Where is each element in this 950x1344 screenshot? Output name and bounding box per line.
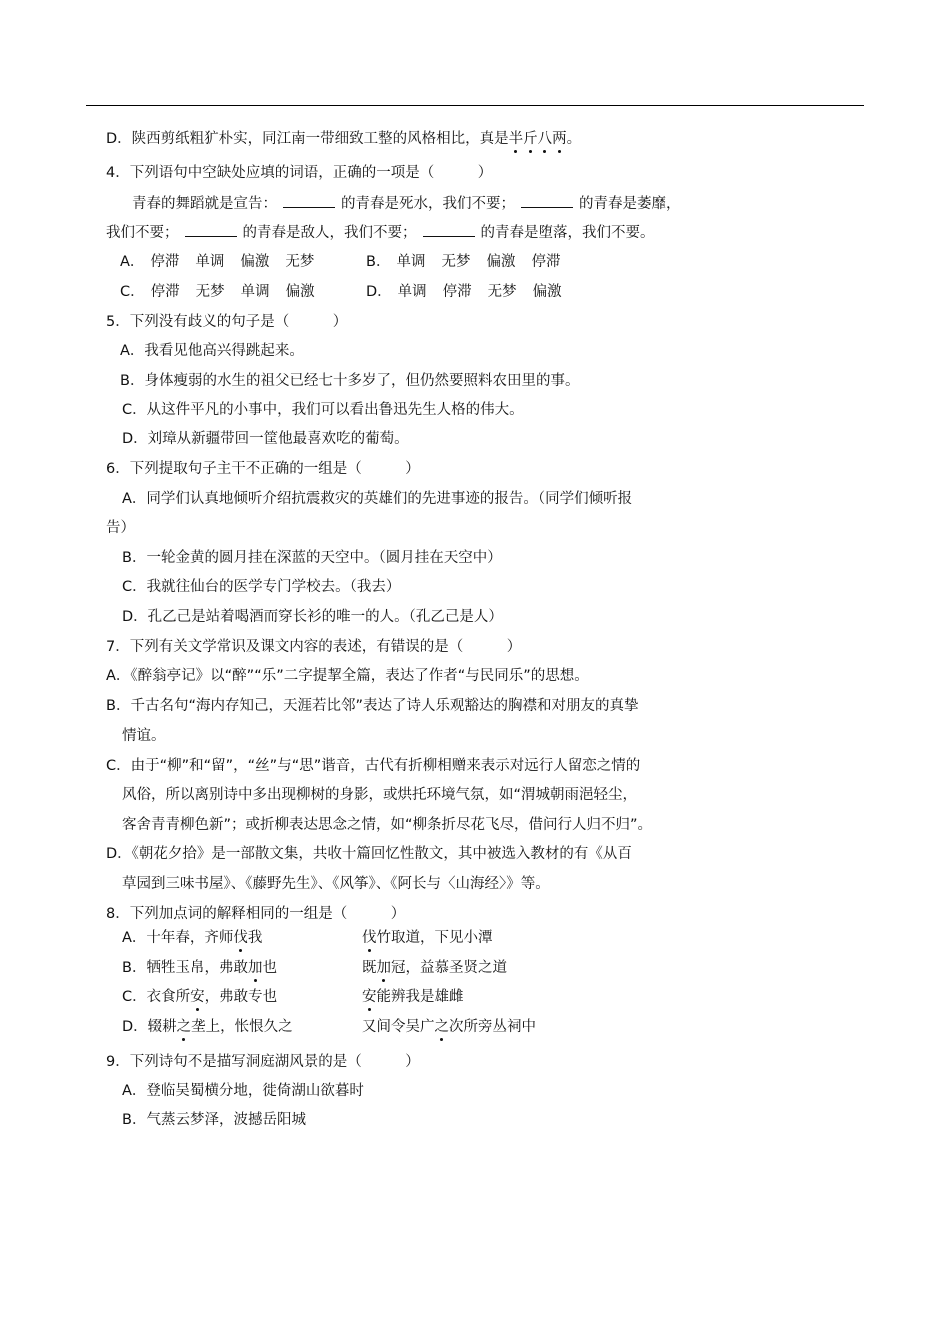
dotted-char: 加 (376, 960, 391, 976)
q7-option-c-line2: 风俗，所以离别诗中多出现柳树的身影，或烘托环境气氛，如“渭城朝雨浥轻尘， (122, 787, 638, 803)
q7-option-d-line1: D．《朝花夕拾》是一部散文集，共收十篇回忆性散文，其中被选入教材的有《从百 (106, 846, 632, 862)
dotted-char: 安 (190, 989, 205, 1005)
option-word: 偏激 (240, 254, 270, 270)
q7-stem: 7．下列有关文学常识及课文内容的表述，有错误的是（ ） (106, 639, 522, 655)
option-word: 无梦 (487, 284, 517, 300)
option-label: B． (366, 254, 391, 270)
dotted-char: 斤 (523, 131, 538, 147)
option-word: 无梦 (285, 254, 315, 270)
q8-text: 我 (247, 930, 263, 946)
blank-line (423, 222, 475, 237)
option-word: 停滞 (442, 284, 472, 300)
q4-text: 的青春是萎靡， (579, 196, 681, 212)
q4-text: 我们不要； (106, 225, 179, 241)
q4-passage-line1 (132, 193, 681, 214)
q4-passage-line2 (106, 222, 655, 243)
option-word: 单调 (195, 254, 225, 270)
blank-line (521, 193, 573, 208)
q8-text: 又间令吴广 (362, 1019, 435, 1035)
q8-text: D．辍耕 (122, 1019, 177, 1035)
option-word: 停滞 (531, 254, 561, 270)
q8-option-c-left (122, 987, 277, 1007)
dotted-char: 八 (537, 131, 553, 147)
option-word: 无梦 (441, 254, 471, 270)
dotted-char: 加 (247, 960, 263, 976)
q7-option-c-line3: 客舍青青柳色新”；或折柳表达思念之情，如“柳条折尽花飞尽，借问行人归不归”。 (122, 817, 653, 833)
q6-option-d: D．孔乙己是站着喝酒而穿长衫的唯一的人。（孔乙己是人） (122, 609, 503, 625)
option-word: 停滞 (150, 254, 180, 270)
q4-option-b (366, 252, 576, 272)
option-word: 单调 (397, 284, 427, 300)
q6-option-c: C．我就往仙台的医学专门学校去。（我去） (122, 579, 401, 595)
option-label: C． (120, 284, 145, 300)
q8-text: 也 (262, 960, 277, 976)
q8-option-a-right (362, 928, 493, 948)
dotted-char: 两 (552, 131, 567, 147)
option-word: 单调 (396, 254, 426, 270)
q8-text: 既 (362, 960, 377, 976)
q5-option-d: D．刘璋从新疆带回一筐他最喜欢吃的葡萄。 (122, 431, 409, 447)
q7-option-b-line2: 情谊。 (122, 728, 166, 744)
q8-option-d-right (362, 1017, 536, 1037)
q8-option-b-left (122, 958, 277, 978)
q7-option-b-line1: B．千古名句“海内存知己，天涯若比邻”表达了诗人乐观豁达的胸襟和对朋友的真挚 (106, 698, 639, 714)
option-word: 偏激 (285, 284, 315, 300)
dotted-char: 之 (434, 1019, 449, 1035)
q8-text: C．衣食所 (122, 989, 191, 1005)
option-label: A． (120, 254, 145, 270)
q8-text: 垄上，怅恨久之 (191, 1019, 293, 1035)
blank-line (283, 193, 335, 208)
q8-text: 竹取道，下见小潭 (376, 930, 493, 946)
q4-text: 的青春是死水，我们不要； (341, 196, 515, 212)
q8-text: B．牺牲玉帛，弗敢 (122, 960, 248, 976)
q4-option-d (366, 282, 578, 302)
dotted-char: 安 (362, 989, 377, 1005)
q6-option-b: B．一轮金黄的圆月挂在深蓝的天空中。（圆月挂在天空中） (122, 550, 502, 566)
q4-option-c (120, 282, 331, 302)
q5-option-b: B．身体瘦弱的水生的祖父已经七十多岁了，但仍然要照料农田里的事。 (120, 373, 580, 389)
q8-text: 冠，益慕圣贤之道 (391, 960, 507, 976)
option-label: D． (366, 284, 392, 300)
q4-option-a (120, 252, 330, 272)
q8-text: 能辨我是雄雌 (376, 989, 464, 1005)
q8-option-a-left (122, 928, 262, 948)
q8-text: ，弗敢专也 (204, 989, 278, 1005)
q4-text: 的青春是敌人，我们不要； (242, 225, 417, 241)
q8-stem: 8．下列加点词的解释相同的一组是（ ） (106, 906, 406, 922)
option-word: 偏激 (532, 284, 562, 300)
header-rule (86, 105, 864, 106)
q8-option-c-right (362, 987, 464, 1007)
q3-d-text: D．陕西剪纸粗犷朴实，同江南一带细致工整的风格相比，真是 (106, 131, 509, 147)
q6-option-a-line1: A．同学们认真地倾听介绍抗震救灾的英雄们的先进事迹的报告。（同学们倾听报 (122, 491, 633, 507)
dotted-char: 伐 (362, 930, 377, 946)
option-word: 单调 (240, 284, 270, 300)
q6-option-a-line2: 告） (106, 520, 135, 536)
q5-stem: 5．下列没有歧义的句子是（ ） (106, 314, 348, 330)
q7-option-d-line2: 草园到三味书屋》、《藤野先生》、《风筝》、《阿长与〈山海经〉》等。 (122, 876, 550, 892)
q9-stem: 9．下列诗句不是描写洞庭湖风景的是（ ） (106, 1054, 420, 1070)
dotted-char: 伐 (233, 930, 248, 946)
option-word: 无梦 (195, 284, 225, 300)
q9-option-b: B．气蒸云梦泽，波撼岳阳城 (122, 1112, 306, 1128)
blank-line (185, 222, 237, 237)
option-word: 停滞 (150, 284, 180, 300)
q8-text: 次所旁丛祠中 (449, 1019, 536, 1035)
dotted-char: 之 (176, 1019, 192, 1035)
q8-text: A．十年春，齐师 (122, 930, 234, 946)
q8-option-b-right (362, 958, 507, 978)
q7-option-c-line1: C．由于“柳”和“留”，“丝”与“思”谐音，古代有折柳相赠来表示对远行人留恋之情的 (106, 758, 641, 774)
option-word: 偏激 (486, 254, 516, 270)
q4-text: 青春的舞蹈就是宣告： (132, 196, 277, 212)
q5-option-c: C．从这件平凡的小事中，我们可以看出鲁迅先生人格的伟大。 (122, 402, 524, 418)
q3-d-suffix: 。 (566, 131, 582, 147)
q8-option-d-left (122, 1017, 293, 1037)
q9-option-a: A．登临吴蜀横分地，徙倚湖山欲暮时 (122, 1083, 364, 1099)
q3-option-d (106, 129, 581, 149)
q6-stem: 6．下列提取句子主干不正确的一组是（ ） (106, 461, 420, 477)
q4-stem: 4．下列语句中空缺处应填的词语，正确的一项是（ ） (106, 165, 493, 181)
dotted-char: 半 (508, 131, 524, 147)
q5-option-a: A．我看见他高兴得跳起来。 (120, 343, 304, 359)
q7-option-a: A．《醉翁亭记》以“醉”“乐”二字提挈全篇，表达了作者“与民同乐”的思想。 (106, 668, 589, 684)
q4-text: 的青春是堕落，我们不要。 (480, 225, 655, 241)
